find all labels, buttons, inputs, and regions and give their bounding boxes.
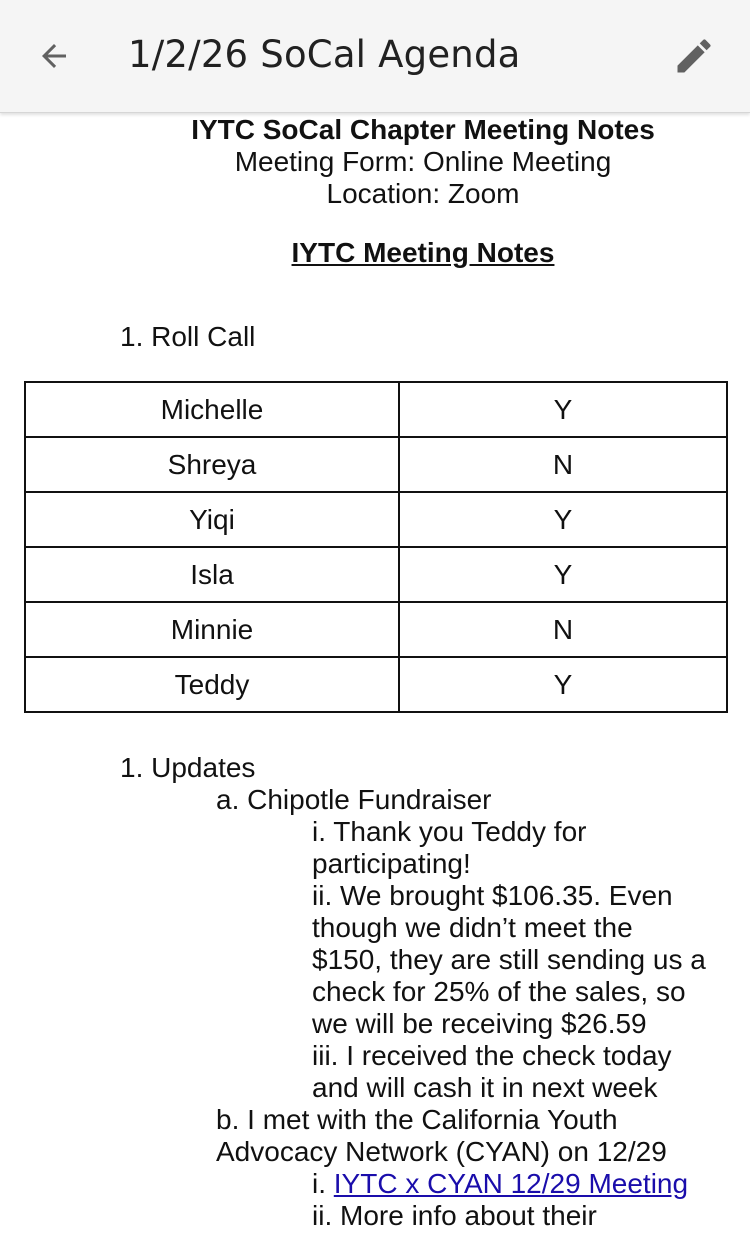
update-a-ii-line: though we didn’t meet the [312,912,633,943]
document-body [0,113,750,1234]
document-title: 1/2/26 SoCal Agenda [128,33,521,76]
update-a-i-line: participating! [312,848,471,879]
edit-button[interactable] [668,32,720,80]
table-row [25,382,727,437]
pencil-icon [672,34,716,78]
attendee-name: Isla [25,547,399,602]
table-row [25,437,727,492]
attendance-mark: Y [399,547,727,602]
attendance-mark: N [399,437,727,492]
attendee-name: Yiqi [25,492,399,547]
roll-call-table [24,381,728,713]
update-b-line: b. I met with the California Youth [216,1104,618,1135]
update-b-line: Advocacy Network (CYAN) on 12/29 [216,1136,667,1167]
roll-call-heading: 1. Roll Call [120,321,256,352]
cyan-meeting-link[interactable]: IYTC x CYAN 12/29 Meeting [333,1168,689,1199]
update-a-title: a. Chipotle Fundraiser [216,784,492,815]
update-a-ii-line: check for 25% of the sales, so [312,976,686,1007]
attendance-mark: Y [399,382,727,437]
update-b-i-prefix: i. [312,1168,334,1199]
doc-header-title: IYTC SoCal Chapter Meeting Notes [191,114,655,145]
update-a-iii-line: iii. I received the check today [312,1040,672,1071]
doc-header-location: Location: Zoom [326,178,520,209]
update-a-iii-line: and will cash it in next week [312,1072,658,1103]
table-row [25,602,727,657]
attendance-mark: Y [399,657,727,712]
table-row [25,657,727,712]
updates-heading: 1. Updates [120,752,256,783]
back-button[interactable] [30,34,78,78]
update-b-ii: ii. More info about their [312,1200,597,1231]
attendance-mark: Y [399,492,727,547]
arrow-left-icon [36,38,72,74]
attendee-name: Michelle [25,382,399,437]
app-bar [0,0,750,113]
attendee-name: Shreya [25,437,399,492]
table-row [25,547,727,602]
table-row [25,492,727,547]
update-b-i [312,1168,688,1200]
update-a-ii-line: ii. We brought $106.35. Even [312,880,673,911]
attendance-mark: N [399,602,727,657]
doc-header-meeting-form: Meeting Form: Online Meeting [234,146,612,177]
attendee-name: Minnie [25,602,399,657]
update-a-i-line: i. Thank you Teddy for [312,816,587,847]
doc-subtitle: IYTC Meeting Notes [291,237,555,268]
update-a-ii-line: we will be receiving $26.59 [312,1008,647,1039]
update-a-ii-line: $150, they are still sending us a [312,944,706,975]
attendee-name: Teddy [25,657,399,712]
